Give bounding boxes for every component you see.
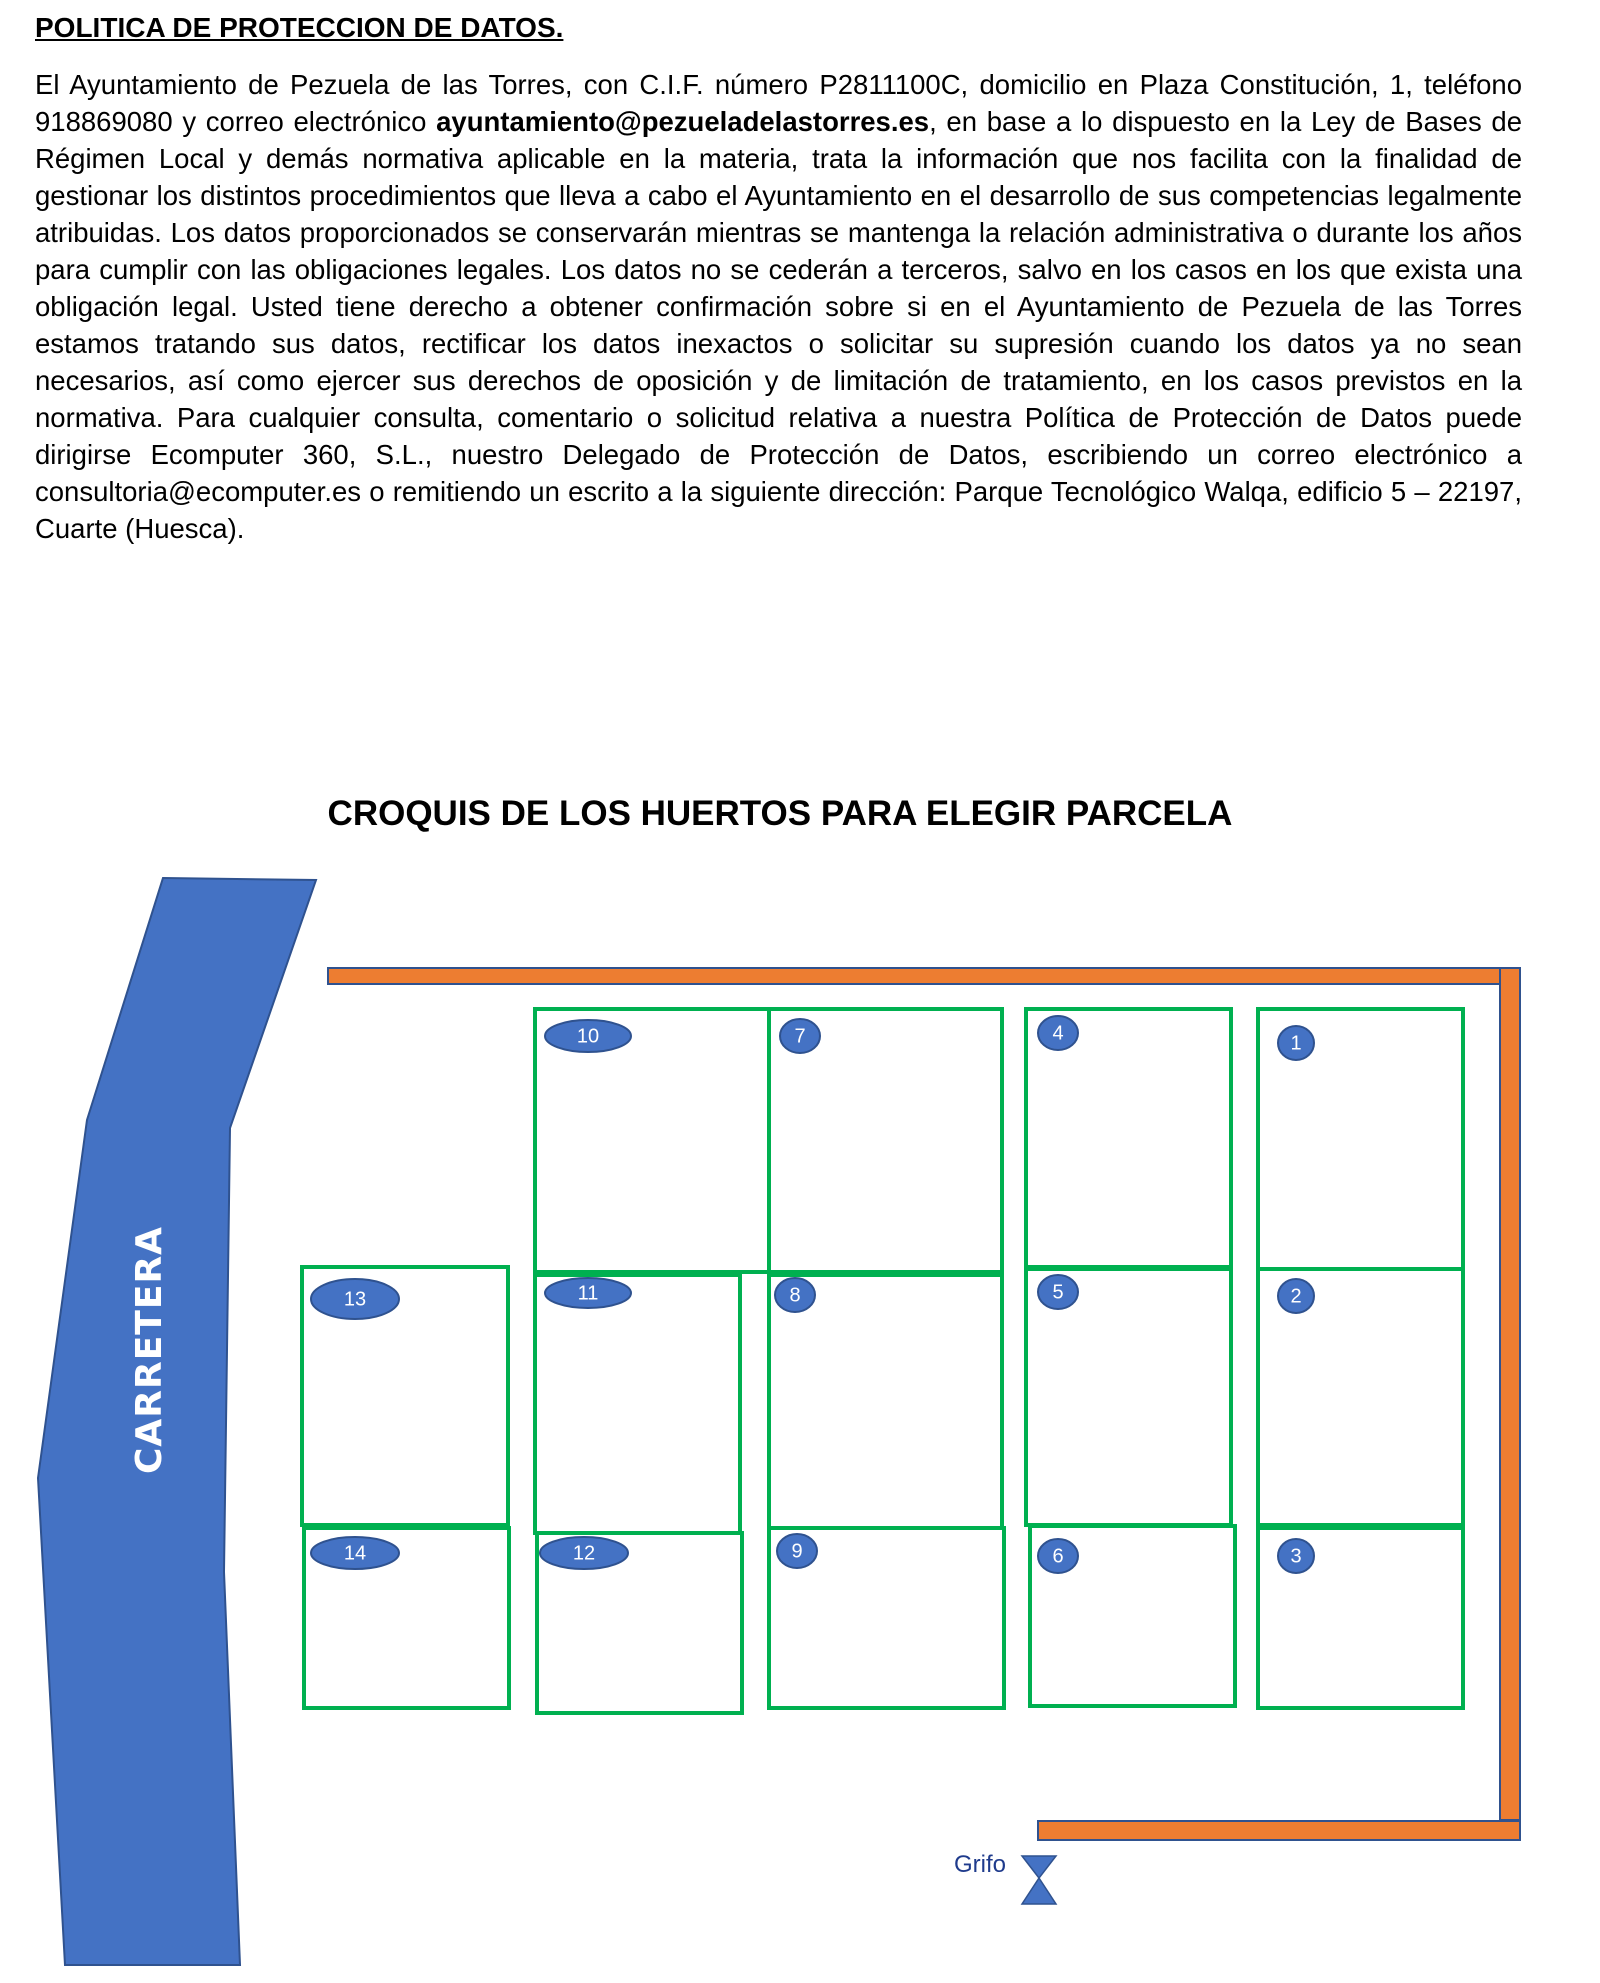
policy-text-part-1: El Ayuntamiento de Pezuela de las Torres, con C.I.F. número P2811100C, domicilio en Plaza Constitución, 1, teléfono 918869080 y correo electrónico bbox=[35, 69, 1522, 137]
plot-badge-12 bbox=[540, 1537, 628, 1569]
road-shape bbox=[38, 878, 316, 1965]
plot-label-8: 8 bbox=[789, 1284, 801, 1307]
plot-11[interactable] bbox=[535, 1275, 740, 1533]
plot-label-14: 14 bbox=[343, 1542, 367, 1565]
plot-badges bbox=[311, 1016, 1314, 1573]
plot-label-4: 4 bbox=[1052, 1022, 1064, 1045]
plot-label-2: 2 bbox=[1290, 1285, 1302, 1308]
plot-badge-7 bbox=[780, 1019, 820, 1053]
road-label: CARRETERA bbox=[129, 1225, 170, 1475]
plot-label-10: 10 bbox=[576, 1025, 600, 1048]
plot-label-7: 7 bbox=[794, 1025, 806, 1048]
fence-bottom bbox=[1038, 1821, 1520, 1840]
plot-label-3: 3 bbox=[1290, 1545, 1302, 1568]
plot-badge-9 bbox=[777, 1534, 817, 1568]
plot-badge-2 bbox=[1278, 1279, 1314, 1313]
plot-badge-1 bbox=[1278, 1026, 1314, 1060]
plot-label-13: 13 bbox=[343, 1288, 367, 1311]
plot-badge-10 bbox=[545, 1020, 631, 1052]
tap-label: Grifo bbox=[953, 1851, 1007, 1878]
policy-heading: POLITICA DE PROTECCION DE DATOS. bbox=[35, 12, 564, 43]
fence-right bbox=[1500, 968, 1520, 1820]
plot-badge-11 bbox=[545, 1278, 631, 1308]
policy-text-part-2: , en base a lo dispuesto en la Ley de Bases de Régimen Local y demás normativa aplicable en la materia, trata la información que nos facilita con la finalidad de gestionar los distintos procedimientos que lleva a cabo el Ayuntamiento en el desarrollo de sus competencias legalmente atribuidas. Los datos proporcionados se conservarán mientras se mantenga la relación administrativa o durante los años para cumplir con las obligaciones legales. Los datos no se cederán a terceros, salvo en los casos en los que exista una obligación legal. Usted tiene derecho a obtener confirmación sobre si en el Ayuntamiento de Pezuela de las Torres estamos tratando sus datos, rectificar los datos inexactos o solicitar su supresión cuando los datos ya no sean necesarios, así como ejercer sus derechos de oposición y de limitación de tratamiento, en los casos previstos en la normativa. Para cualquier consulta, comentario o solicitud relativa a nuestra Política de Protección de Datos puede dirigirse Ecomputer 360, S.L., nuestro Delegado de Protección de Datos, escribiendo un correo electrónico a consultoria@ecomputer.es o remitiendo un escrito a la siguiente dirección: Parque Tecnológico Walqa, edificio 5 – 22197, Cuarte (Huesca). bbox=[35, 106, 1522, 544]
plot-badge-14 bbox=[311, 1537, 399, 1569]
plot-badge-5 bbox=[1038, 1275, 1078, 1309]
plot-badge-4 bbox=[1038, 1016, 1078, 1050]
plots bbox=[302, 1009, 1463, 1713]
plot-label-11: 11 bbox=[577, 1282, 599, 1305]
plot-badge-8 bbox=[775, 1278, 815, 1312]
plot-label-9: 9 bbox=[791, 1540, 803, 1563]
plot-label-6: 6 bbox=[1052, 1545, 1064, 1568]
tap-icon bbox=[1022, 1856, 1056, 1904]
plot-label-1: 1 bbox=[1290, 1032, 1302, 1055]
plot-badge-6 bbox=[1038, 1539, 1078, 1573]
sketch-title: CROQUIS DE LOS HUERTOS PARA ELEGIR PARCELA bbox=[327, 794, 1233, 833]
plot-badge-13 bbox=[311, 1279, 399, 1319]
plot-8[interactable] bbox=[769, 1275, 1002, 1528]
town-hall-email: ayuntamiento@pezueladelastorres.es bbox=[436, 106, 930, 137]
plot-label-5: 5 bbox=[1052, 1281, 1064, 1304]
plot-label-12: 12 bbox=[572, 1542, 596, 1565]
tap bbox=[954, 1851, 1056, 1904]
fence-top bbox=[328, 968, 1520, 984]
plot-badge-3 bbox=[1278, 1539, 1314, 1573]
